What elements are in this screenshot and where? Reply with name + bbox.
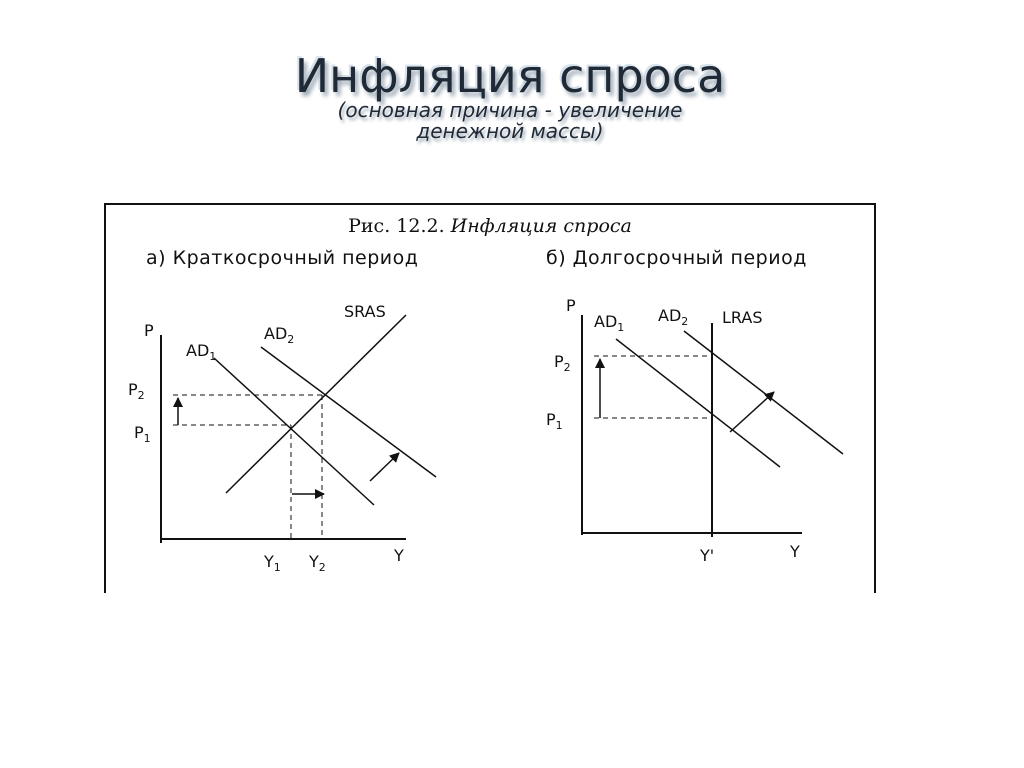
panel-b-y-axis-label: Y — [790, 542, 800, 561]
diagram-svg — [106, 205, 878, 595]
panel-a-graph — [128, 302, 436, 574]
slide-title — [60, 49, 960, 144]
panel-a-y2-label: $Y_2$ — [309, 552, 326, 574]
panel-b-yprime-label: Y' — [700, 546, 715, 565]
figure-caption-prefix: Рис. 12.2. — [348, 215, 445, 237]
panel-b-p1-label: $P_1$ — [546, 410, 563, 432]
panel-a-sras-label: SRAS — [344, 302, 386, 321]
title-subtitle-line2: денежной массы) — [416, 119, 604, 144]
panel-a-ad2-label: $AD_2$ — [264, 324, 295, 346]
panel-a-title: а) Краткосрочный период — [146, 247, 419, 269]
panel-a-shift-arrow — [370, 453, 399, 481]
panel-b-p2-label: $P_2$ — [554, 352, 571, 374]
title-subtitle-line1: (основная причина - увеличение — [337, 98, 683, 123]
panel-b-title: б) Долгосрочный период — [546, 247, 807, 269]
panel-b-lras-label: LRAS — [722, 308, 763, 327]
panel-b-p-axis-label: P — [566, 296, 576, 315]
panel-a-y-axis-label: Y — [394, 546, 404, 565]
panel-b-ad1-curve — [616, 339, 780, 467]
panel-a-y1-label: $Y_1$ — [264, 552, 281, 574]
panel-a-ad1-curve — [214, 358, 374, 505]
panel-a-ad2-curve — [261, 347, 436, 477]
panel-a-sras-curve — [226, 315, 406, 493]
panel-b-shift-arrow — [730, 392, 774, 432]
panel-b-graph — [546, 296, 843, 565]
figure-frame — [104, 203, 876, 593]
panel-a-p2-label: $P_2$ — [128, 380, 145, 402]
figure-caption-title: Инфляция спроса — [450, 215, 632, 237]
panel-a-p1-label: $P_1$ — [134, 423, 151, 445]
title-main: Инфляция спроса — [294, 49, 726, 103]
panel-b-ad1-label: $AD_1$ — [594, 312, 625, 334]
panel-a-p-axis-label: P — [144, 321, 154, 340]
panel-b-ad2-label: $AD_2$ — [658, 306, 689, 328]
panel-b-ad2-curve — [684, 331, 843, 454]
panel-a-ad1-label: $AD_1$ — [186, 341, 217, 363]
